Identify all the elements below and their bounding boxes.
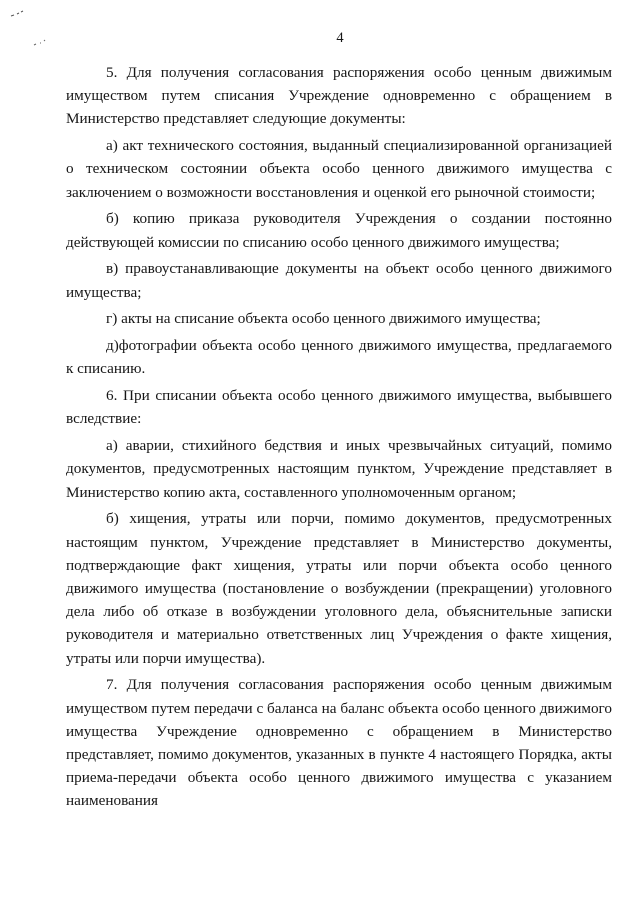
paragraph-6b: б) хищения, утраты или порчи, помимо документов, предусмотренных настоящим пунктом, Учреждение представляет в Министерство документы, подтверждающие факт хищения, утраты или порчи объекта особо ценного движимого имущества (постановление о возбуждении (прекращении) уголовного дела либо об отказе в возбуждении уголовного дела, объяснительные записки руководителя и материально ответственных лиц Учреждения о факте хищения, утраты или порчи имущества).	[66, 510, 612, 667]
paragraph-5b: б) копию приказа руководителя Учреждения о создании постоянно действующей комиссии по списанию особо ценного движимого имущества;	[66, 210, 612, 251]
paragraph-7: 7. Для получения согласования распоряжения особо ценным движимым имуществом путем передачи с баланса на баланс объекта особо ценного движимого имущества Учреждение одновременно с обращением в Министерство представляет, помимо документов, указанных в пункте 4 настоящего Порядка, акты приема-передачи объекта особо ценного движимого имущества с указанием наименования	[66, 676, 612, 810]
paragraph-5v: в) правоустанавливающие документы на объект особо ценного движимого имущества;	[66, 260, 612, 301]
page-number: 4	[336, 30, 344, 46]
paragraph-5d: д)фотографии объекта особо ценного движимого имущества, предлагаемого к списанию.	[66, 337, 612, 378]
paragraph-6a: а) аварии, стихийного бедствия и иных чрезвычайных ситуаций, помимо документов, предусмотренных настоящим пунктом, Учреждение представляет в Министерство копию акта, составленного уполномоченным органом;	[66, 437, 612, 501]
scan-mark-icon	[10, 10, 24, 18]
paragraph-5g: г) акты на списание объекта особо ценного движимого имущества;	[106, 310, 541, 328]
paragraph-5a: а) акт технического состояния, выданный специализированной организацией о техническом состоянии объекта особо ценного движимого имущества с заключением о возможности восстановления и оценкой его рыночной стоимости;	[66, 137, 612, 201]
paragraph-6: 6. При списании объекта особо ценного движимого имущества, выбывшего вследствие:	[66, 387, 612, 428]
paragraph-5: 5. Для получения согласования распоряжения особо ценным движимым имуществом путем списания Учреждение одновременно с обращением в Министерство представляет следующие документы:	[66, 64, 612, 128]
document-body	[66, 61, 612, 816]
